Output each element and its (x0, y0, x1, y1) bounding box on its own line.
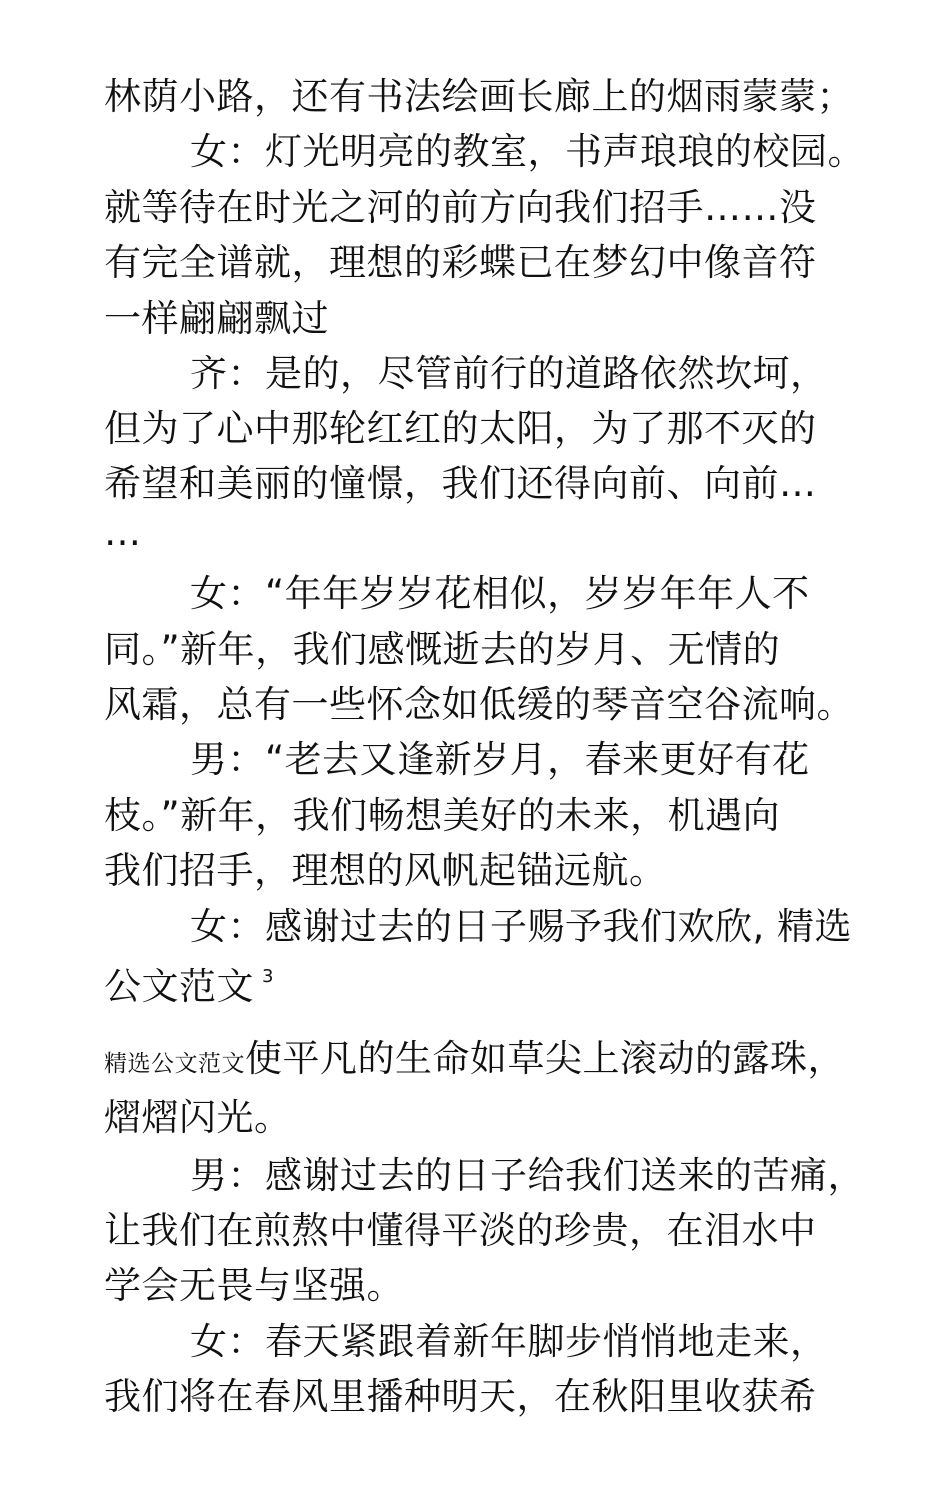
text-line: 学会无畏与坚强。 (104, 1264, 404, 1307)
text-line: 男：“老去又逢新岁月，春来更好有花 (190, 738, 810, 781)
text-line: 风霜，总有一些怀念如低缓的琴音空谷流响。 (104, 683, 854, 726)
text-line (104, 964, 274, 1010)
text-line: 但为了心中那轮红红的太阳，为了那不灭的 (104, 407, 817, 450)
text-line: 一样翩翩飘过 (104, 297, 329, 340)
text-line: 林荫小路，还有书法绘画长廊上的烟雨蒙蒙； (104, 75, 854, 118)
text-line: 我们将在春风里播种明天，在秋阳里收获希 (104, 1375, 817, 1418)
text-line: 希望和美丽的憧憬，我们还得向前、向前… (104, 462, 817, 505)
text-line: 女：“年年岁岁花相似，岁岁年年人不 (190, 572, 810, 615)
text-line: 让我们在煎熬中懂得平淡的珍贵，在泪水中 (104, 1209, 817, 1252)
text-line: … (104, 511, 142, 554)
text-line: 齐：是的，尽管前行的道路依然坎坷， (190, 352, 828, 395)
text-line: 同。”新年，我们感慨逝去的岁月、无情的 (104, 628, 781, 671)
text-line: 有完全谱就，理想的彩蝶已在梦幻中像音符 (104, 241, 817, 284)
text-line: 我们招手，理想的风帆起锚远航。 (104, 849, 667, 892)
text-line: 女：感谢过去的日子赐予我们欢欣, 精选 (190, 905, 853, 948)
text-fragment: 公文范文 (104, 965, 254, 1008)
text-fragment: 使平凡的生命如草尖上滚动的露珠， (245, 1037, 845, 1080)
text-line: 男：感谢过去的日子给我们送来的苦痛， (190, 1154, 865, 1197)
text-line: 枝。”新年，我们畅想美好的未来，机遇向 (104, 794, 781, 837)
text-line: 熠熠闪光。 (104, 1096, 292, 1139)
page-number: 3 (262, 966, 274, 987)
text-line: 女：春天紧跟着新年脚步悄悄地走来， (190, 1320, 828, 1363)
header-small-text: 精选公文范文 (104, 1051, 245, 1077)
text-line: 就等待在时光之河的前方向我们招手……没 (104, 186, 817, 229)
text-line: 女：灯光明亮的教室，书声琅琅的校园。 (190, 130, 865, 173)
text-line (104, 1036, 845, 1087)
